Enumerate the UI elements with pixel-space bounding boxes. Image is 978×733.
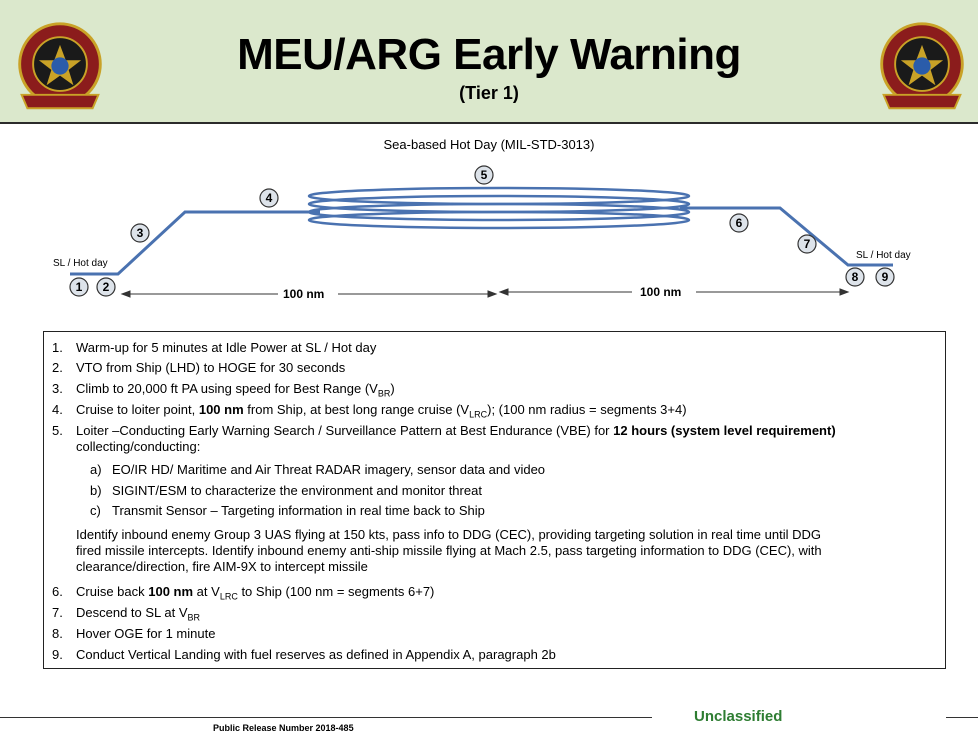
svg-text:8: 8 xyxy=(851,270,859,284)
step-7: 7. Descend to SL at $V_{BR}$ xyxy=(52,605,201,623)
distance-label-right: 100 nm xyxy=(640,285,682,299)
svg-text:9: 9 xyxy=(881,270,889,284)
svg-text:2: 2 xyxy=(102,280,110,294)
substep-a: a) EO/IR HD/ Maritime and Air Threat RADAR imagery, sensor data and video xyxy=(90,462,546,477)
svg-text:5: 5 xyxy=(480,168,488,182)
footer-divider-left xyxy=(0,717,652,718)
step-9: 9. Conduct Vertical Landing with fuel reserves as defined in Appendix A, paragraph 2b xyxy=(52,647,556,662)
marker-3 xyxy=(131,224,149,242)
marker-8 xyxy=(846,268,864,286)
marker-7 xyxy=(798,235,816,253)
step-8: 8. Hover OGE for 1 minute xyxy=(52,626,216,641)
step-6: 6. Cruise back 100 nm at $V_{LRC}$ to Ship (100 nm = segments 6+7) xyxy=(52,584,435,602)
svg-text:4: 4 xyxy=(265,191,273,205)
slide-header xyxy=(0,0,978,124)
marker-5 xyxy=(475,166,493,184)
step-2: 2. VTO from Ship (LHD) to HOGE for 30 seconds xyxy=(52,360,346,375)
loiter-pattern xyxy=(309,188,689,228)
svg-text:6: 6 xyxy=(735,216,743,230)
svg-text:1: 1 xyxy=(75,280,83,294)
slide-title: MEU/ARG Early Warning xyxy=(237,30,741,79)
left-sl-label: SL / Hot day xyxy=(53,258,108,269)
step-4: 4. Cruise to loiter point, 100 nm from Ship, at best long range cruise $(V_{LRC})$; (100 nm radius = segments 3+4) xyxy=(52,402,687,420)
marker-4 xyxy=(260,189,278,207)
right-sl-label: SL / Hot day xyxy=(856,250,911,261)
step-5: 5. Loiter –Conducting Early Warning Search / Surveillance Pattern at Best Endurance (VBE) for 12 hours (system level requirement) collecting/conducting: xyxy=(52,423,836,454)
marker-2 xyxy=(97,278,115,296)
step-3: 3. Climb to 20,000 ft PA using speed for Best Range $(V_{BR})$ xyxy=(52,381,395,399)
step-1: 1. Warm-up for 5 minutes at Idle Power at SL / Hot day xyxy=(52,340,377,355)
marker-1 xyxy=(70,278,88,296)
mission-steps-box xyxy=(43,331,946,669)
distance-label-left: 100 nm xyxy=(283,287,325,301)
public-release-number: Public Release Number 2018-485 xyxy=(213,723,354,733)
mission-profile-diagram xyxy=(0,150,978,325)
svg-text:7: 7 xyxy=(803,237,811,251)
slide-subtitle: (Tier 1) xyxy=(459,83,519,103)
classification-marking: Unclassified xyxy=(694,708,783,725)
substep-c: c) Transmit Sensor – Targeting information in real time back to Ship xyxy=(90,503,485,518)
substep-b: b) SIGINT/ESM to characterize the environment and monitor threat xyxy=(90,483,482,498)
footer-divider-right xyxy=(946,717,978,718)
diagram-title: Sea-based Hot Day (MIL-STD-3013) xyxy=(383,137,595,152)
marker-9 xyxy=(876,268,894,286)
marker-6 xyxy=(730,214,748,232)
intercept-paragraph: Identify inbound enemy Group 3 UAS flying at 150 kts, pass info to DDG (CEC), providing targeting solution in real time until DDG fired missile intercepts. Identify inbound enemy anti-ship missile flying at Mach 2.5, pass targeting information to DDG (CEC), with clearance/direction, fire AIM-9X to intercept missile xyxy=(76,527,822,574)
svg-text:3: 3 xyxy=(136,226,144,240)
